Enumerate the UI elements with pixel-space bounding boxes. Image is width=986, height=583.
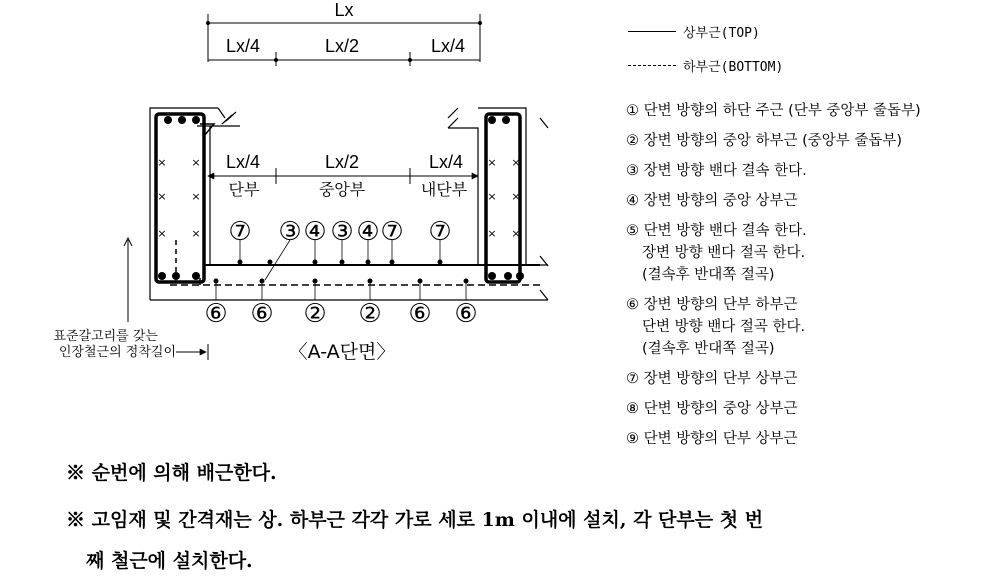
section-outline xyxy=(150,108,548,300)
legend-top xyxy=(628,22,888,42)
note-item xyxy=(626,294,805,360)
note-text: ② 장변 방향의 중앙 하부근 (중앙부 줄돕부) xyxy=(626,133,903,149)
marker-4a: ④ xyxy=(303,217,327,247)
anchor-label-line1: 표준갈고리를 갖는 xyxy=(53,329,158,344)
svg-text:×: × xyxy=(511,227,521,240)
marker-6a: ⑥ xyxy=(204,299,228,329)
note-item xyxy=(626,220,807,286)
svg-text:×: × xyxy=(487,227,497,240)
dimension-lx4-left: Lx/4 xyxy=(225,36,261,56)
marker-7b: ⑦ xyxy=(380,217,404,247)
note-text: ④ 장변 방향의 중앙 상부근 xyxy=(626,193,798,209)
footnote-1: ※ 순번에 의해 배근한다. xyxy=(66,462,277,484)
legend-bottom-label: 하부근(BOTTOM) xyxy=(683,60,784,75)
inner-lx4-left: Lx/4 xyxy=(225,152,261,172)
note-text: ⑥ 장변 방향의 단부 하부근 xyxy=(626,297,798,313)
inner-lx2: Lx/2 xyxy=(324,152,360,172)
inner-dimension xyxy=(208,152,478,199)
note-subtext: 단변 방향 밴다 절곡 한다. xyxy=(642,319,806,335)
marker-7a: ⑦ xyxy=(228,217,252,247)
marker-3b: ③ xyxy=(330,217,354,247)
svg-text:×: × xyxy=(511,156,521,169)
note-item xyxy=(626,368,798,390)
marker-2b: ② xyxy=(358,299,382,329)
dimension-lx4-right: Lx/4 xyxy=(430,36,466,56)
marker-2a: ② xyxy=(303,299,327,329)
marker-6d: ⑥ xyxy=(454,299,478,329)
note-text: ⑤ 단변 방향 밴다 결속 한다. xyxy=(626,223,807,239)
note-item xyxy=(626,100,921,122)
legend-bottom xyxy=(628,56,888,76)
note-item xyxy=(626,160,807,182)
svg-text:×: × xyxy=(191,156,201,169)
marker-6c: ⑥ xyxy=(408,299,432,329)
svg-text:×: × xyxy=(511,190,521,203)
dimension-subdivisions xyxy=(208,36,480,66)
note-text: ⑦ 장변 방향의 단부 상부근 xyxy=(626,371,798,387)
anchorage-annotation xyxy=(53,238,208,360)
marker-7c: ⑦ xyxy=(428,217,452,247)
right-wall-rebars xyxy=(486,114,524,282)
note-subtext: (결속후 반대쪽 절곡) xyxy=(642,341,775,357)
anchor-label-line2: 인장철근의 정착길이 xyxy=(58,345,176,360)
note-text: ① 단변 방향의 하단 주근 (단부 중앙부 줄돕부) xyxy=(626,103,921,119)
legend-top-label: 상부근(TOP) xyxy=(683,26,760,41)
note-subtext: (결속후 반대쪽 절곡) xyxy=(642,267,775,283)
note-item xyxy=(626,398,798,420)
svg-text:×: × xyxy=(487,156,497,169)
footnote-3: 째 철근에 설치한다. xyxy=(86,550,253,572)
svg-text:×: × xyxy=(157,227,167,240)
svg-text:×: × xyxy=(157,156,167,169)
note-text: ③ 장변 방향 밴다 결속 한다. xyxy=(626,163,807,179)
left-wall-rebars xyxy=(156,114,214,282)
dimension-lx2: Lx/2 xyxy=(324,36,360,56)
note-text: ⑨ 단변 방향의 단부 상부근 xyxy=(626,431,798,447)
lower-markers xyxy=(204,299,477,329)
zone-left: 단부 xyxy=(228,180,260,199)
inner-lx4-right: Lx/4 xyxy=(428,152,464,172)
zone-right: 내단부 xyxy=(420,180,468,199)
footnote-2: ※ 고임재 및 간격재는 상. 하부근 각각 가로 세로 1m 이내에 설치, 각 단부는 첫 번 xyxy=(66,509,764,531)
dimension-lx-label: Lx xyxy=(334,0,354,20)
note-subtext: 장변 방향 밴다 절곡 한다. xyxy=(642,245,806,261)
note-text: ⑧ 단변 방향의 중앙 상부근 xyxy=(626,401,798,417)
section-diagram xyxy=(0,0,620,400)
marker-4b: ④ xyxy=(356,217,380,247)
svg-text:×: × xyxy=(487,190,497,203)
marker-3a: ③ xyxy=(278,217,302,247)
note-item xyxy=(626,190,798,212)
svg-text:×: × xyxy=(191,190,201,203)
marker-6b: ⑥ xyxy=(250,299,274,329)
note-item xyxy=(626,130,902,152)
zone-center: 중앙부 xyxy=(318,180,366,199)
svg-text:×: × xyxy=(191,227,201,240)
svg-text:×: × xyxy=(157,190,167,203)
note-item xyxy=(626,428,798,450)
section-title: 〈A-A단면〉 xyxy=(288,341,396,363)
upper-markers xyxy=(228,217,451,247)
